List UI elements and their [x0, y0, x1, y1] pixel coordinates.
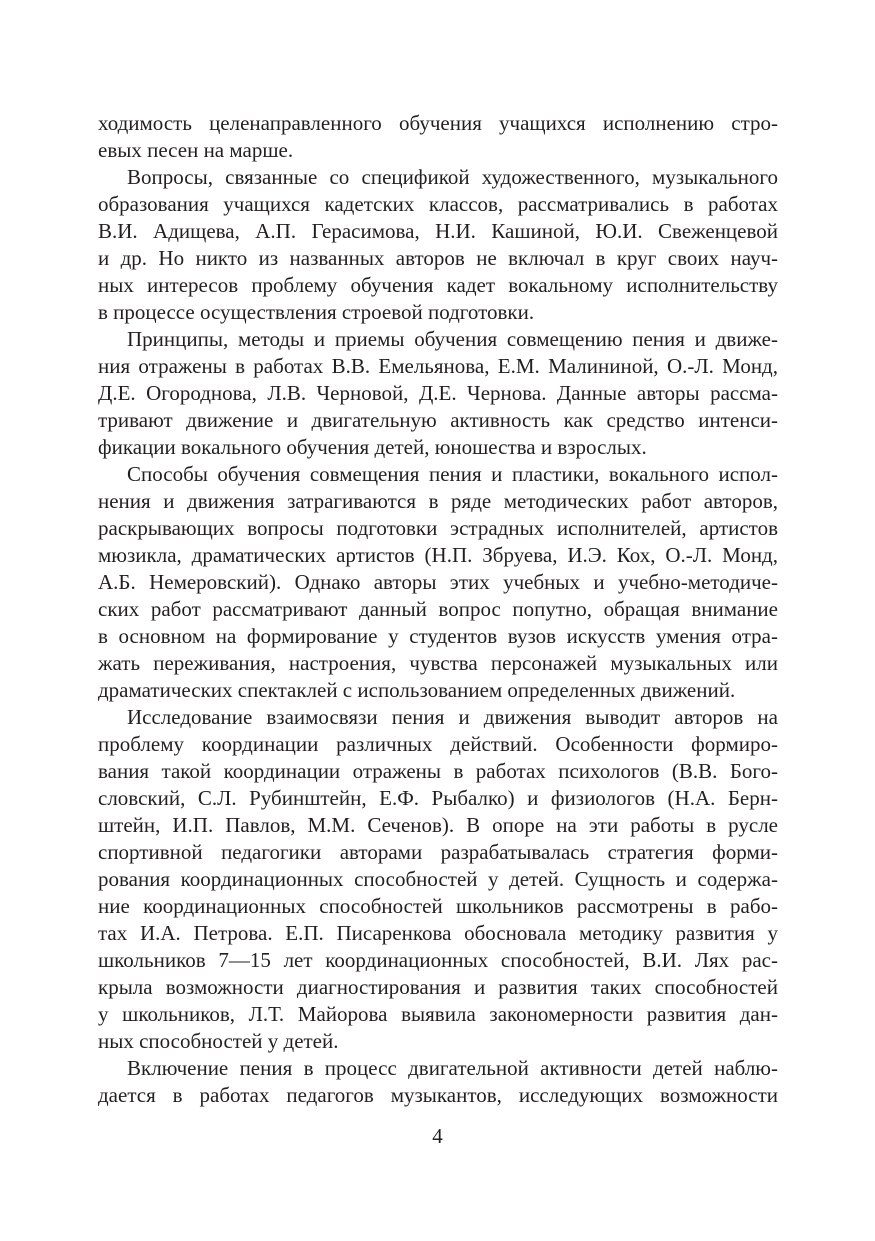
text-line: Способы обучения совмещения пения и пластики, вокального испол- — [127, 462, 778, 486]
text-line: дается в работах педагогов музыкантов, исследующих возможности — [98, 1083, 778, 1107]
paragraph — [98, 164, 778, 326]
page-number: 4 — [432, 1124, 443, 1148]
text-line: ных интересов проблему обучения кадет вокальному исполнительству — [98, 273, 778, 297]
text-line: Д.Е. Огороднова, Л.В. Черновой, Д.Е. Чернова. Данные авторы рассма- — [98, 381, 778, 405]
text-line: проблему координации различных действий. Особенности формиро- — [98, 732, 778, 756]
text-line: нения и движения затрагиваются в ряде методических работ авторов, — [98, 489, 778, 513]
text-line: ских работ рассматривают данный вопрос попутно, обращая внимание — [98, 597, 778, 621]
text-line: образования учащихся кадетских классов, рассматривались в работах — [98, 192, 778, 216]
text-line: ние координационных способностей школьников рассмотрены в рабо- — [98, 894, 778, 918]
text-line: словский, С.Л. Рубинштейн, Е.Ф. Рыбалко) и физиологов (Н.А. Берн- — [98, 786, 778, 810]
body-text — [98, 110, 778, 1109]
text-line: фикации вокального обучения детей, юношества и взрослых. — [98, 435, 647, 459]
paragraph — [98, 461, 778, 704]
text-line: крыла возможности диагностирования и развития таких способностей — [98, 975, 778, 999]
text-line: школьников 7—15 лет координационных способностей, В.И. Лях рас- — [98, 948, 778, 972]
text-line: ных способностей у детей. — [98, 1029, 339, 1053]
text-line: вания такой координации отражены в работах психологов (В.В. Бого- — [98, 759, 778, 783]
text-line: у школьников, Л.Т. Майорова выявила закономерности развития дан- — [98, 1002, 778, 1026]
text-line: и др. Но никто из названных авторов не включал в круг своих науч- — [98, 246, 778, 270]
text-line: жать переживания, настроения, чувства персонажей музыкальных или — [98, 651, 778, 675]
paragraph — [98, 1055, 778, 1109]
text-line: Вопросы, связанные со спецификой художественного, музыкального — [127, 165, 778, 189]
paragraph — [98, 704, 778, 1055]
paragraph — [98, 110, 778, 164]
text-line: в процессе осуществления строевой подготовки. — [98, 300, 535, 324]
text-line: тривают движение и двигательную активность как средство интенси- — [98, 408, 778, 432]
text-line: в основном на формирование у студентов вузов искусств умения отра- — [98, 624, 778, 648]
text-line: раскрывающих вопросы подготовки эстрадных исполнителей, артистов — [98, 516, 778, 540]
text-line: штейн, И.П. Павлов, М.М. Сеченов). В опоре на эти работы в русле — [98, 813, 778, 837]
text-line: драматических спектаклей с использованием определенных движений. — [98, 678, 736, 702]
text-line: спортивной педагогики авторами разрабатывалась стратегия форми- — [98, 840, 778, 864]
text-line: В.И. Адищева, А.П. Герасимова, Н.И. Кашиной, Ю.И. Свеженцевой — [98, 219, 778, 243]
paragraph — [98, 326, 778, 461]
text-line: А.Б. Немеровский). Однако авторы этих учебных и учебно-методиче- — [98, 570, 778, 594]
text-line: Включение пения в процесс двигательной активности детей наблю- — [127, 1056, 778, 1080]
text-line: ния отражены в работах В.В. Емельянова, Е.М. Малининой, О.-Л. Монд, — [98, 354, 778, 378]
text-line: тах И.А. Петрова. Е.П. Писаренкова обосновала методику развития у — [98, 921, 778, 945]
text-line: Принципы, методы и приемы обучения совмещению пения и движе- — [127, 327, 778, 351]
text-line: Исследование взаимосвязи пения и движения выводит авторов на — [127, 705, 778, 729]
text-line: рования координационных способностей у детей. Сущность и содержа- — [98, 867, 778, 891]
text-line: ходимость целенаправленного обучения учащихся исполнению стро- — [98, 111, 778, 135]
text-line: евых песен на марше. — [98, 138, 294, 162]
text-line: мюзикла, драматических артистов (Н.П. Збруева, И.Э. Кох, О.-Л. Монд, — [98, 543, 778, 567]
